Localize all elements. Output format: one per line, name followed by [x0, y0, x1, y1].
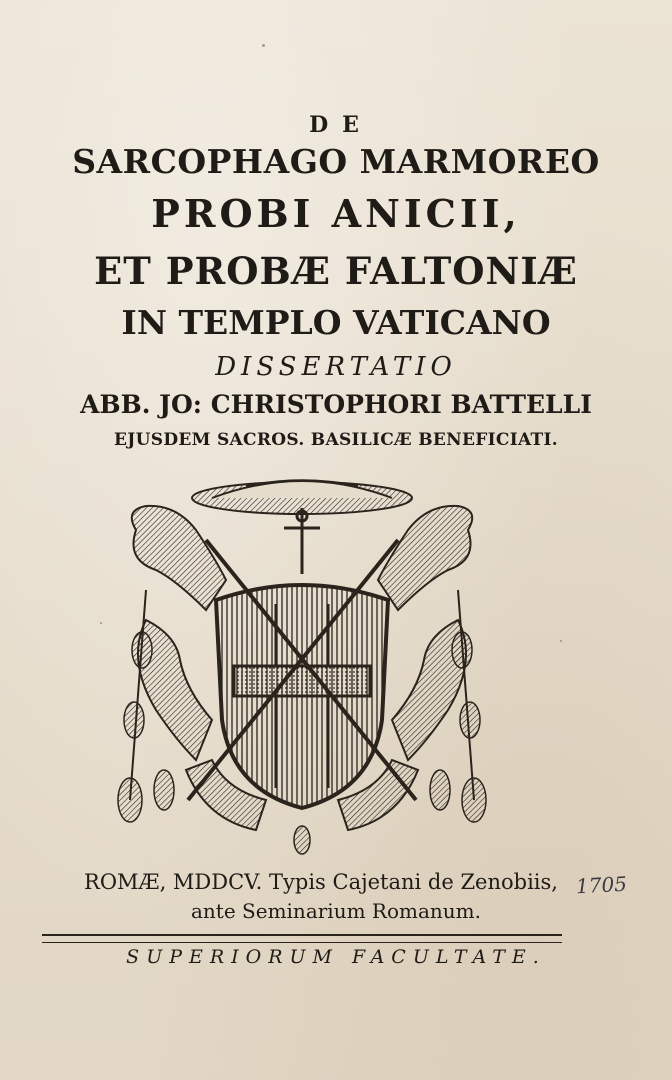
paper-speck [100, 622, 102, 624]
title-line-1: SARCOPHAGO MARMOREO [72, 142, 600, 181]
permission-line: SUPERIORUM FACULTATE. [126, 946, 546, 968]
author-title: EJUSDEM SACROS. BASILICÆ BENEFICIATI. [114, 430, 558, 450]
imprint-line-2: ante Seminarium Romanum. [191, 899, 481, 923]
shield [216, 585, 388, 808]
paper-speck [560, 640, 562, 642]
divider-rule [42, 934, 562, 943]
title-de: DE [309, 112, 373, 138]
handwritten-year: 1705 [575, 871, 628, 899]
dissertatio-label: DISSERTATIO [215, 352, 457, 382]
title-line-2: PROBI ANICII, [151, 191, 521, 236]
title-line-3: ET PROBÆ FALTONIÆ [94, 249, 578, 293]
author-name: ABB. JO: CHRISTOPHORI BATTELLI [80, 390, 592, 419]
cross [284, 508, 320, 574]
imprint-line-1: ROMÆ, MDDCV. Typis Cajetani de Zenobiis, [84, 870, 558, 894]
paper-speck [262, 44, 265, 47]
coat-of-arms-icon [116, 470, 488, 860]
title-line-4: IN TEMPLO VATICANO [121, 303, 551, 342]
